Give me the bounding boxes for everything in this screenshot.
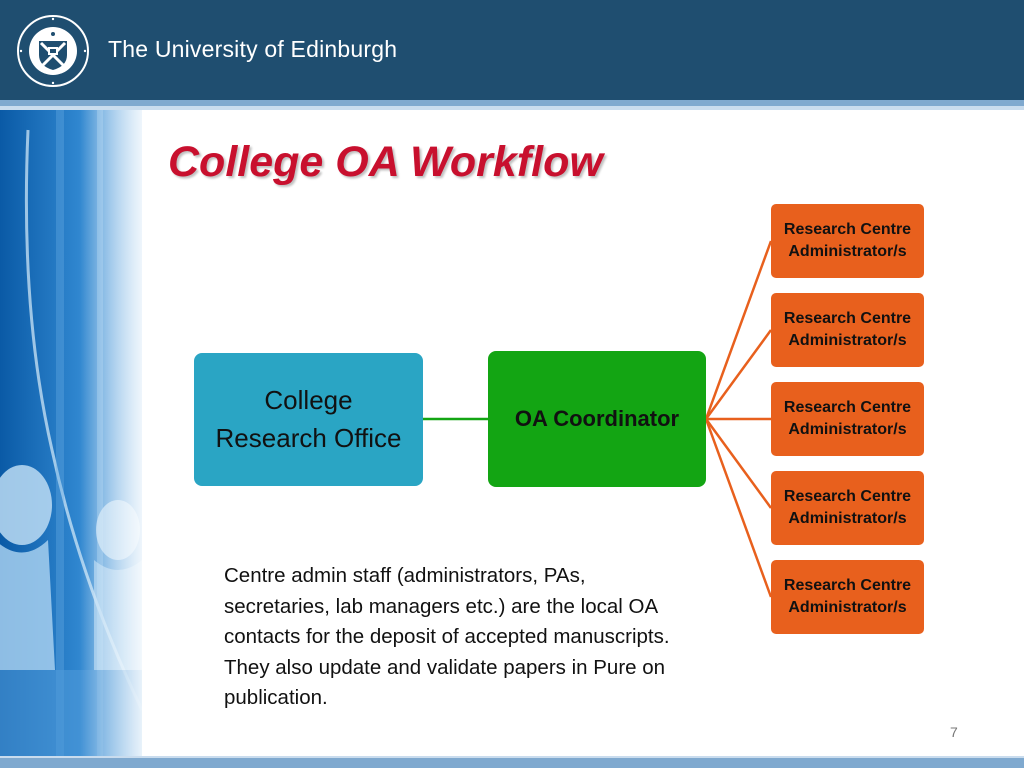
edge-coordinator-to-admin-1 <box>706 241 771 419</box>
node-admin-5-label: Research Centre Administrator/s <box>783 576 912 616</box>
node-admin-1 <box>771 204 924 278</box>
node-oa-coordinator <box>488 351 706 487</box>
caption-text: Centre admin staff (administrators, PAs, secretaries, lab managers etc.) are the local OA contacts for the deposit of accepted manuscripts. They also update and validate papers in Pure on publication. <box>224 564 670 709</box>
university-name: The University of Edinburgh <box>108 36 398 62</box>
node-admin-1-label: Research Centre Administrator/s <box>783 220 912 260</box>
slide-title: College OA Workflow <box>168 138 603 186</box>
edge-coordinator-to-admin-5 <box>706 419 771 597</box>
node-admin-4 <box>771 471 924 545</box>
node-college-research-office-label: College Research Office <box>215 384 402 453</box>
node-college-research-office <box>194 353 423 486</box>
node-admin-2-label: Research Centre Administrator/s <box>783 309 912 349</box>
edge-coordinator-to-admin-2 <box>706 330 771 419</box>
node-admin-3 <box>771 382 924 456</box>
edge-coordinator-to-admin-4 <box>706 419 771 508</box>
node-admin-5 <box>771 560 924 634</box>
node-admin-2 <box>771 293 924 367</box>
node-admin-3-label: Research Centre Administrator/s <box>783 398 912 438</box>
page-number: 7 <box>950 724 958 740</box>
node-admin-4-label: Research Centre Administrator/s <box>783 487 912 527</box>
node-oa-coordinator-label: OA Coordinator <box>514 406 680 431</box>
